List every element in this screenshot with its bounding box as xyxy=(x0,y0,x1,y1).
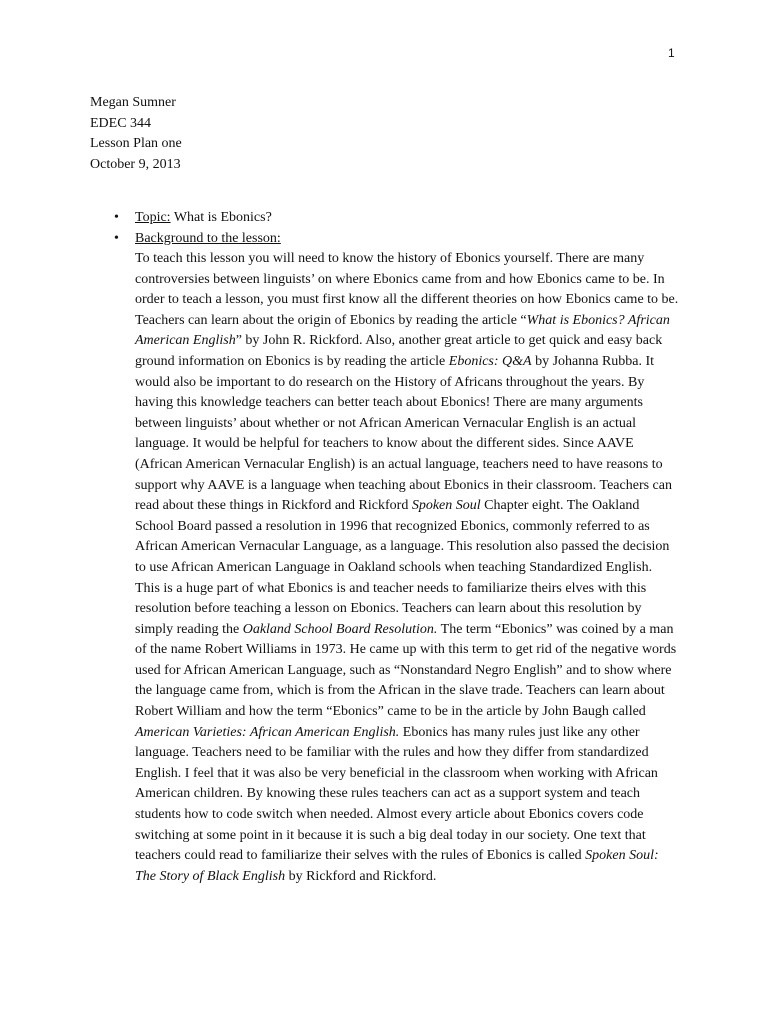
bullet-icon: • xyxy=(114,230,119,246)
body-text-run: Ebonics has many rules just like any other language. Teachers need to be familiar with the rules and how they differ from standardized English. I feel that it was also be very beneficial in the classroom when working with African American children. By knowing these rules teachers can act as a support system and teach students how to code switch when needed. Almost every article about Ebonics covers code switching at some point in it because it is such a big deal today in our society. One text that teachers could read to familiarize their selves with the rules of Ebonics is called xyxy=(135,724,658,864)
body-text-run: by Rickford and Rickford. xyxy=(285,868,437,884)
body-text-run: ” by John R. Rickford. Also, another great article to get quick and easy back ground information on Ebonics is by reading the article xyxy=(135,333,663,369)
topic-value: What is Ebonics? xyxy=(170,210,272,225)
italic-title-text: Spoken Soul xyxy=(411,498,481,514)
background-paragraph xyxy=(135,249,680,887)
body-text-run: Chapter eight. The Oakland School Board passed a resolution in 1996 that recognized Ebonics, commonly referred to as African American Vernacular Language, as a language. This resolution also passed the decision to use African American Language in Oakland schools when teaching Standardized English. This is a huge part of what Ebonics is and teacher needs to familiarize theirs elves with this resolution before teaching a lesson on Ebonics. Teachers can learn about this resolution by simply reading the xyxy=(135,498,670,637)
italic-title-text: Ebonics: Q&A xyxy=(448,353,532,369)
background-item xyxy=(90,229,680,888)
body-text-run: To teach this lesson you will need to know the history of Ebonics yourself. There are many controversies between linguists’ on where Ebonics came from and how Ebonics came to be. In order to teach a lesson, you must first know all the different theories on how Ebonics came to be. Teachers can learn about the origin of Ebonics by reading the article “ xyxy=(135,251,679,328)
assignment-title: Lesson Plan one xyxy=(90,136,182,151)
bullet-list xyxy=(90,208,680,887)
topic-item xyxy=(90,208,680,229)
author-name: Megan Sumner xyxy=(90,95,176,110)
italic-title-text: American Varieties: African American English. xyxy=(135,724,400,740)
italic-title-text: Oakland School Board Resolution. xyxy=(242,621,438,637)
italic-title-text: What is Ebonics? African American English xyxy=(135,312,670,349)
document-date: October 9, 2013 xyxy=(90,156,181,172)
background-label: Background to the lesson: xyxy=(135,230,281,246)
italic-title-text: Spoken Soul: The Story of Black English xyxy=(135,848,659,884)
page-number: 1 xyxy=(668,46,675,60)
bullet-icon: • xyxy=(114,210,119,225)
body-text-run: The term “Ebonics” was coined by a man of the name Robert Williams in 1973. He came up with this term to get rid of the negative words used for African American Language, such as “Nonstandard Negro English” and to show where the language came from, which is from the African in the slave trade. Teachers can learn about Robert William and how the term “Ebonics” came to be in the article by John Baugh called xyxy=(135,621,677,720)
course-code: EDEC 344 xyxy=(90,115,152,131)
document-header xyxy=(90,93,182,175)
topic-label: Topic: xyxy=(135,210,171,225)
body-text-run: by Johanna Rubba. It would also be important to do research on the History of Africans throughout the years. By having this knowledge teachers can better teach about Ebonics! There are many arguments between linguists’ about whether or not African American Vernacular English is an actual language. It would be helpful for teachers to know about the different sides. Since AAVE (African American Vernacular English) is an actual language, teachers need to have reasons to support why AAVE is a language when teaching about Ebonics in their classroom. Teachers can read about these things in Rickford and Rickford xyxy=(135,353,672,514)
